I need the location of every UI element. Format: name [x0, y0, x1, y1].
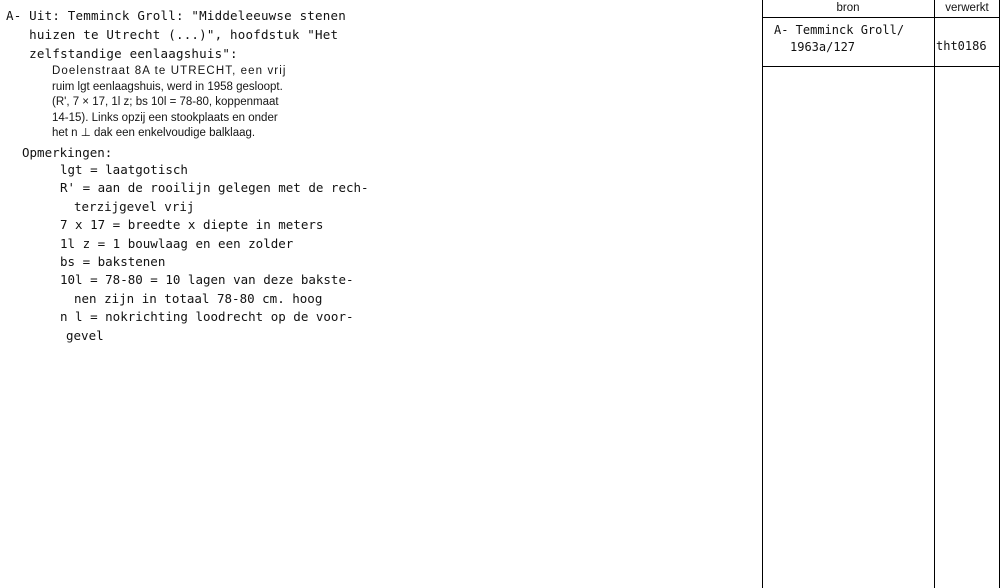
table-border-left: [762, 0, 763, 588]
note-item: lgt = laatgotisch: [60, 162, 188, 177]
note-item: 7 x 17 = breedte x diepte in meters: [60, 217, 324, 233]
quote-line-3: (R', 7 × 17, 1l z; bs 10l = 78-80, koppenmaat: [52, 96, 279, 109]
note-item: nen zijn in totaal 78-80 cm. hoog: [74, 290, 323, 306]
entry-heading-line-2: huizen te Utrecht (...)", hoofdstuk "Het: [6, 27, 339, 42]
quote-line-2: ruim lgt eenlaagshuis, werd in 1958 gesloopt.: [52, 80, 283, 93]
quote-line-5: het n ⊥ dak een enkelvoudige balklaag.: [52, 127, 256, 140]
quote-line-4: 14-15). Links opzij een stookplaats en onder: [52, 111, 278, 124]
table-header-rule: [762, 17, 1000, 18]
table-header-verwerkt: verwerkt: [945, 2, 989, 14]
note-item: n l = nokrichting loodrecht op de voor-: [60, 309, 354, 325]
note-item: 10l = 78-80 = 10 lagen van deze bakste-: [60, 272, 354, 288]
notes-title: Opmerkingen:: [22, 145, 113, 160]
table-cell-bron: [774, 22, 932, 56]
table-column-divider: [934, 0, 935, 588]
table-row-rule: [762, 66, 1000, 67]
entry-heading: [6, 6, 706, 63]
note-item: R' = aan de rooilijn gelegen met de rech-: [60, 180, 369, 196]
table-header-bron: bron: [836, 2, 860, 14]
entry-heading-line-3: zelfstandige eenlaagshuis":: [6, 46, 238, 61]
entry-heading-line-1: A- Uit: Temminck Groll: "Middeleeuwse stenen: [6, 8, 346, 23]
bron-line-2: 1963a/127: [790, 40, 856, 54]
note-item: gevel: [66, 327, 104, 343]
note-item: terzijgevel vrij: [74, 198, 195, 214]
bron-line-1: A- Temminck Groll/: [774, 23, 905, 37]
quote-line-1: Doelenstraat 8A te UTRECHT, een vrij: [52, 65, 287, 77]
note-item: bs = bakstenen: [60, 254, 166, 270]
source-table: [762, 0, 1000, 588]
quoted-passage: [52, 64, 330, 142]
table-cell-verwerkt: tht0186: [936, 39, 987, 53]
note-item: 1l z = 1 bouwlaag en een zolder: [60, 235, 294, 251]
notes-list: [22, 161, 422, 345]
